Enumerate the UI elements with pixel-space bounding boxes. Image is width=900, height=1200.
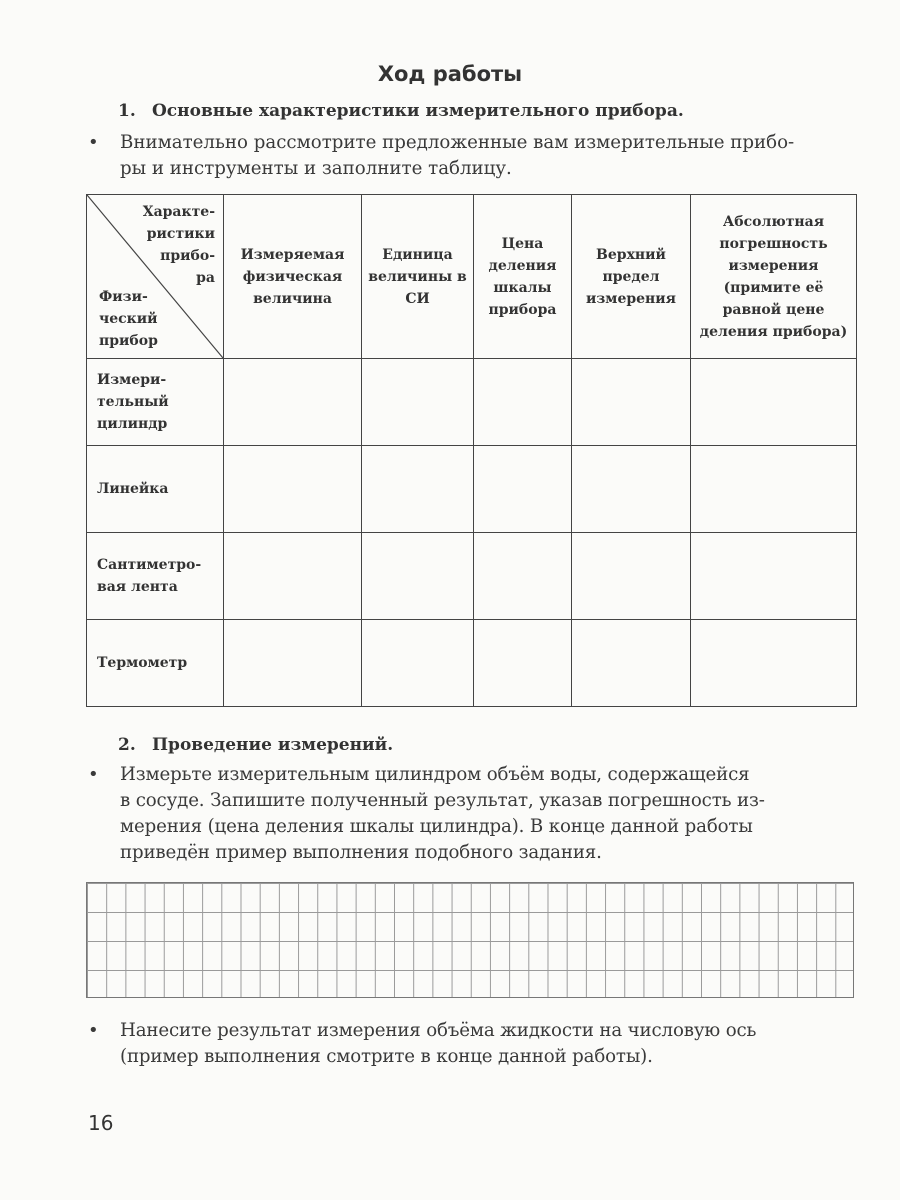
section-1-instruction-text [120,130,856,182]
answer-grid-field[interactable] [86,882,854,998]
column-header: Абсолютная погрешность измерения (примите её равной цене деления прибора) [691,195,857,359]
bullet-icon: • [88,1020,99,1041]
line: в сосуде. Запишите полученный результат, указав погрешность из- [120,790,765,811]
corner-bottom-line: Физи- [99,289,148,305]
row-label: Сантиметро- вая лента [87,533,224,620]
table-cell-input[interactable] [474,359,572,446]
bullet-icon: • [88,764,99,785]
corner-top-line: ра [196,270,215,286]
line: приведён пример выполнения подобного задания. [120,842,602,863]
row-label: Измери- тельный цилиндр [87,359,224,446]
line: ры и инструменты и заполните таблицу. [120,158,512,179]
line: Внимательно рассмотрите предложенные вам измерительные прибо- [120,132,795,153]
section-2-title-text: Проведение измерений. [152,735,394,755]
row-label: Линейка [87,446,224,533]
table-row [87,620,857,707]
table-cell-input[interactable] [691,620,857,707]
instrument-characteristics-table [86,194,857,707]
row-label: Термометр [87,620,224,707]
table-cell-input[interactable] [474,620,572,707]
column-header: Цена деления шкалы прибора [474,195,572,359]
section-1-title [118,101,684,121]
section-2-number: 2. [118,735,136,755]
line: (пример выполнения смотрите в конце данной работы). [120,1046,653,1067]
table-cell-input[interactable] [572,446,691,533]
table-cell-input[interactable] [224,446,362,533]
line: Измерьте измерительным цилиндром объём воды, содержащейся [120,764,750,785]
section-2-instruction-text [120,762,856,866]
line: Нанесите результат измерения объёма жидкости на числовую ось [120,1020,757,1041]
table-row [87,533,857,620]
section-1-number: 1. [118,101,136,121]
table-cell-input[interactable] [572,359,691,446]
corner-top-line: ристики [146,226,215,242]
table-cell-input[interactable] [362,533,474,620]
section-1-title-text: Основные характеристики измерительного прибора. [152,101,684,121]
bullet-icon: • [88,132,99,153]
table-cell-input[interactable] [224,620,362,707]
column-header: Измеряемая физическая величина [224,195,362,359]
table-cell-input[interactable] [474,446,572,533]
number-line-instruction [88,1018,856,1070]
table-cell-input[interactable] [224,533,362,620]
section-1-instruction [88,130,856,182]
table-header-row [87,195,857,359]
page-heading: Ход работы [377,62,523,86]
table-row [87,446,857,533]
column-header: Верхний предел измерения [572,195,691,359]
table-cell-input[interactable] [362,620,474,707]
table-cell-input[interactable] [224,359,362,446]
section-2-instruction [88,762,856,866]
corner-bottom-line: ческий [99,311,158,327]
corner-top-line: Характе- [142,204,215,220]
table-cell-input[interactable] [691,446,857,533]
table-cell-input[interactable] [691,533,857,620]
section-2-title [118,735,393,755]
number-line-instruction-text [120,1018,856,1070]
table-row [87,359,857,446]
table-cell-input[interactable] [691,359,857,446]
corner-label-characteristics [143,201,215,289]
column-header: Единица величины в СИ [362,195,474,359]
table-cell-input[interactable] [362,446,474,533]
table-corner-cell [87,195,224,359]
corner-top-line: прибо- [160,248,215,264]
page-number: 16 [88,1111,114,1135]
corner-label-instrument [99,286,158,352]
corner-bottom-line: прибор [99,333,158,349]
table-cell-input[interactable] [572,620,691,707]
table-cell-input[interactable] [572,533,691,620]
line: мерения (цена деления шкалы цилиндра). В конце данной работы [120,816,753,837]
table-cell-input[interactable] [362,359,474,446]
table-cell-input[interactable] [474,533,572,620]
